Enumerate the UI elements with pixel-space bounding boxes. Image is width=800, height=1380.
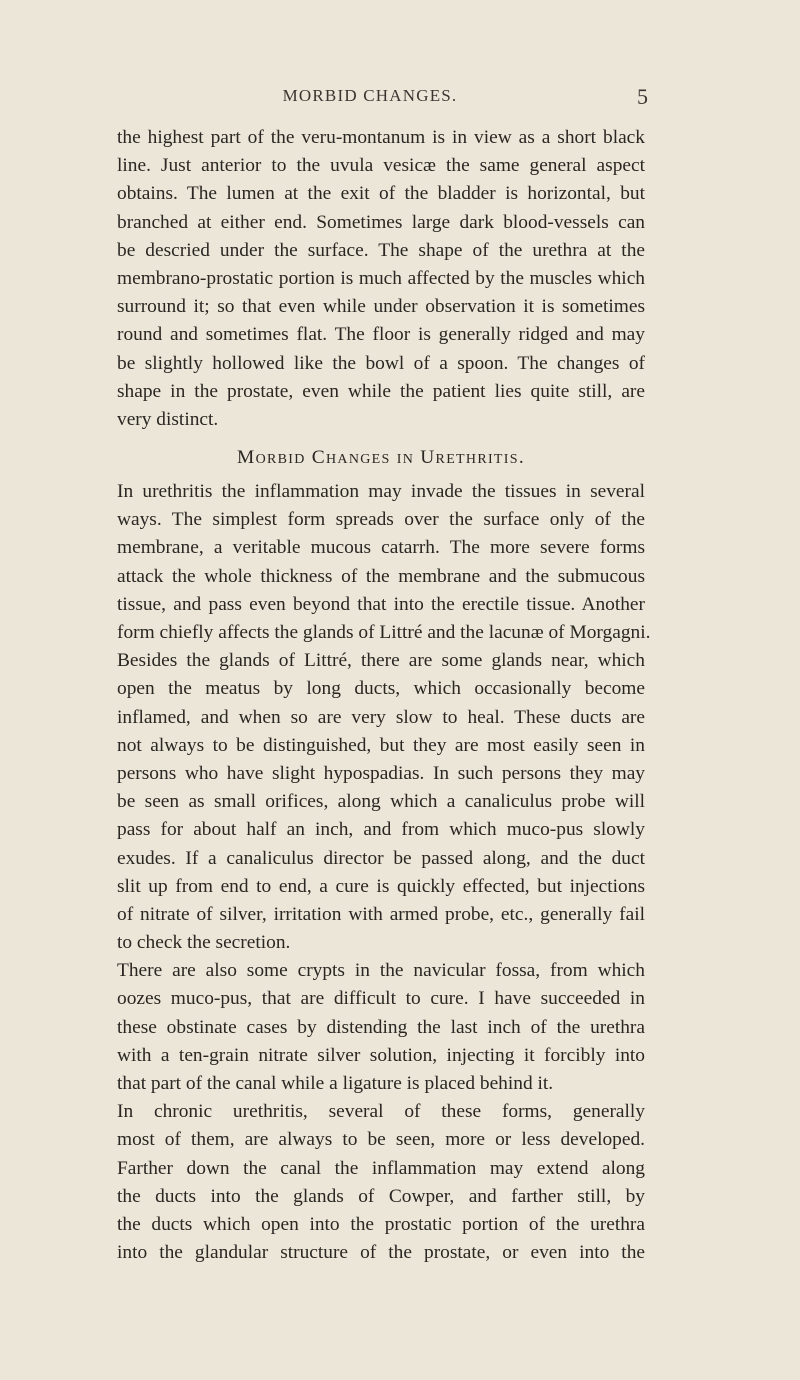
text-line: membrane, a veritable mucous catarrh. The more severe forms — [117, 537, 645, 559]
text-line: round and sometimes flat. The floor is generally ridged and may — [117, 324, 645, 346]
text-line: that part of the canal while a ligature is placed behind it. — [117, 1073, 554, 1094]
text-line: surround it; so that even while under observation it is sometimes — [117, 296, 645, 318]
text-line: not always to be distinguished, but they are most easily seen in — [117, 734, 645, 756]
text-line: with a ten-grain nitrate silver solution, injecting it forcibly into — [117, 1044, 645, 1066]
text-line: In urethritis the inflammation may invade the tissues in several — [117, 481, 645, 503]
text-line: to check the secretion. — [117, 932, 291, 954]
running-head — [112, 84, 648, 116]
text-line: slit up from end to end, a cure is quickly effected, but injections — [117, 875, 645, 897]
text-line: open the meatus by long ducts, which occasionally become — [117, 678, 645, 700]
text-line: attack the whole thickness of the membrane and the submucous — [117, 565, 645, 587]
text-line: shape in the prostate, even while the patient lies quite still, are — [117, 380, 645, 402]
text-line: of nitrate of silver, irritation with armed probe, etc., generally fail — [117, 903, 645, 925]
text-line: In chronic urethritis, several of these forms, generally — [117, 1101, 645, 1123]
paragraph-1 — [117, 124, 645, 434]
text-line: most of them, are always to be seen, more or less developed. — [117, 1129, 645, 1151]
paragraph-3 — [117, 647, 645, 957]
body-text — [117, 124, 651, 1267]
text-line: the highest part of the veru-montanum is in view as a short black — [117, 127, 645, 148]
page-number: 5 — [637, 84, 648, 109]
text-line: the ducts which open into the prostatic portion of the urethra — [117, 1213, 645, 1235]
text-line: very distinct. — [117, 408, 219, 430]
text-line: Farther down the canal the inflammation may extend along — [117, 1157, 645, 1179]
text-line: inflamed, and when so are very slow to heal. These ducts are — [117, 706, 645, 728]
text-line: tissue, and pass even beyond that into the erectile tissue. Another — [117, 593, 645, 615]
text-line: oozes muco-pus, that are difficult to cure. I have succeeded in — [117, 988, 645, 1010]
paragraph-5 — [117, 1098, 645, 1267]
section-heading: Morbid Changes in Urethritis. — [237, 447, 525, 469]
running-title: MORBID CHANGES. — [282, 86, 458, 105]
paragraph-2 — [117, 478, 651, 647]
text-line: be seen as small orifices, along which a canaliculus probe will — [117, 791, 645, 813]
text-line: line. Just anterior to the uvula vesicæ the same general aspect — [117, 155, 645, 177]
paragraph-4 — [117, 957, 645, 1098]
text-line: exudes. If a canaliculus director be passed along, and the duct — [117, 847, 645, 869]
text-line: Besides the glands of Littré, there are some glands near, which — [117, 650, 645, 672]
text-line: ways. The simplest form spreads over the surface only of the — [117, 509, 645, 531]
text-line: membrano-prostatic portion is much affected by the muscles which — [117, 267, 645, 289]
text-line: There are also some crypts in the navicular fossa, from which — [117, 960, 645, 982]
text-line: the ducts into the glands of Cowper, and farther still, by — [117, 1185, 645, 1207]
text-line: pass for about half an inch, and from which muco-pus slowly — [117, 819, 645, 841]
text-line: be descried under the surface. The shape of the urethra at the — [117, 239, 645, 261]
text-line: obtains. The lumen at the exit of the bladder is horizontal, but — [117, 183, 645, 205]
text-line: persons who have slight hypospadias. In such persons they may — [117, 762, 645, 784]
text-line: form chiefly affects the glands of Littré and the lacunæ of Morgagni. — [117, 622, 651, 643]
text-line: be slightly hollowed like the bowl of a spoon. The changes of — [117, 352, 645, 374]
text-line: these obstinate cases by distending the last inch of the urethra — [117, 1016, 645, 1038]
text-line: branched at either end. Sometimes large dark blood-vessels can — [117, 211, 645, 233]
text-line: into the glandular structure of the prostate, or even into the — [117, 1242, 645, 1264]
